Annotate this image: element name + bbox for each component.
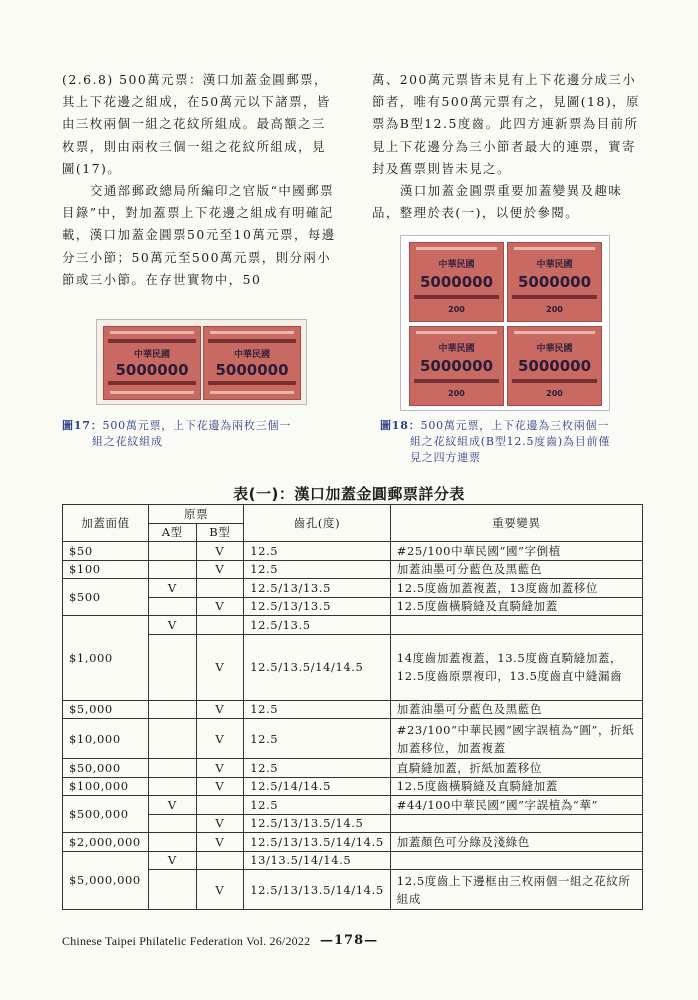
figure-tag: 圖17： bbox=[62, 419, 103, 432]
stamp-image: 中華民國 5000000 200 bbox=[409, 326, 504, 406]
table-row bbox=[63, 851, 643, 870]
cell-face-value: $500 bbox=[63, 579, 149, 616]
cell-face-value: $100 bbox=[63, 560, 149, 579]
table-row bbox=[63, 616, 643, 635]
cell-type-a bbox=[148, 634, 196, 700]
cell-perf: 13/13.5/14/14.5 bbox=[244, 851, 391, 870]
cell-type-a bbox=[148, 833, 196, 852]
cell-variety: 12.5度齒橫騎縫及直騎縫加蓋 bbox=[390, 597, 642, 616]
table-row bbox=[63, 597, 643, 616]
table-title: 表(一)：漢口加蓋金圓郵票詳分表 bbox=[233, 485, 465, 503]
table-row bbox=[63, 579, 643, 598]
cell-perf: 12.5/13/13.5/14.5 bbox=[244, 814, 391, 833]
cell-type-a bbox=[148, 597, 196, 616]
cell-type-b: V bbox=[196, 560, 244, 579]
cell-type-a bbox=[148, 700, 196, 719]
left-text-column bbox=[62, 69, 338, 291]
table-row bbox=[63, 796, 643, 815]
cell-variety bbox=[390, 851, 642, 870]
caption-line: 組之花紋組成 bbox=[92, 435, 163, 448]
cell-face-value: $50 bbox=[63, 542, 149, 561]
cell-variety bbox=[390, 814, 642, 833]
table-row bbox=[63, 833, 643, 852]
cell-type-a bbox=[148, 719, 196, 759]
header-type-a: A型 bbox=[148, 523, 196, 542]
cell-type-b: V bbox=[196, 634, 244, 700]
cell-perf: 12.5 bbox=[244, 700, 391, 719]
cell-face-value: $2,000,000 bbox=[63, 833, 149, 852]
stamp-image: 中華民國 5000000 bbox=[103, 326, 201, 400]
caption-line: 見之四方連票 bbox=[410, 451, 481, 464]
cell-variety: #44/100中華民國“國”字誤植為“華” bbox=[390, 796, 642, 815]
cell-type-b: V bbox=[196, 542, 244, 561]
cell-perf: 12.5/13/13.5 bbox=[244, 597, 391, 616]
cell-variety: 12.5度齒加蓋複蓋，13度齒加蓋移位 bbox=[390, 579, 642, 598]
table-header-row bbox=[63, 505, 643, 524]
header-type-b: B型 bbox=[196, 523, 244, 542]
cell-type-a bbox=[148, 560, 196, 579]
cell-perf: 12.5/13/13.5/14/14.5 bbox=[244, 833, 391, 852]
cell-type-b bbox=[196, 616, 244, 635]
cell-face-value: $1,000 bbox=[63, 616, 149, 701]
cell-type-b: V bbox=[196, 719, 244, 759]
cell-variety: 加蓋油墨可分藍色及黑藍色 bbox=[390, 560, 642, 579]
table-row bbox=[63, 777, 643, 796]
cell-variety: 加蓋油墨可分藍色及黑藍色 bbox=[390, 700, 642, 719]
table-row bbox=[63, 700, 643, 719]
page-number: —178— bbox=[320, 933, 379, 948]
cell-type-b: V bbox=[196, 870, 244, 910]
cell-variety: 14度齒加蓋複蓋，13.5度齒直騎縫加蓋，12.5度齒原票複印，13.5度齒直中縫漏齒 bbox=[390, 634, 642, 700]
cell-perf: 12.5/13/13.5/14/14.5 bbox=[244, 870, 391, 910]
figure-tag: 圖18： bbox=[380, 419, 421, 432]
cell-type-b: V bbox=[196, 700, 244, 719]
paragraph: 交通部郵政總局所編印之官版“中國郵票目錄”中，對加蓋票上下花邊之組成有明確記載，漢口加蓋金圓票50元至10萬元票，每邊分三小節；50萬元至500萬元票，則分兩小節或三小節。在存世實物中，50 bbox=[62, 183, 336, 287]
cell-type-b: V bbox=[196, 777, 244, 796]
cell-type-a bbox=[148, 814, 196, 833]
cell-type-a bbox=[148, 777, 196, 796]
stamp-image: 中華民國 5000000 200 bbox=[507, 242, 602, 322]
cell-face-value: $5,000 bbox=[63, 700, 149, 719]
cell-variety: 12.5度齒橫騎縫及直騎縫加蓋 bbox=[390, 777, 642, 796]
stamp-image: 中華民國 5000000 200 bbox=[507, 326, 602, 406]
publication-footer: Chinese Taipei Philatelic Federation Vol. 26/2022 bbox=[62, 934, 311, 948]
cell-variety bbox=[390, 616, 642, 635]
cell-perf: 12.5 bbox=[244, 759, 391, 778]
figure-17-stamp-pair-image bbox=[96, 319, 307, 405]
cell-perf: 12.5/13.5 bbox=[244, 616, 391, 635]
stamp-detail-table bbox=[62, 504, 643, 910]
cell-perf: 12.5/14/14.5 bbox=[244, 777, 391, 796]
table-row bbox=[63, 719, 643, 759]
cell-variety: 直騎縫加蓋，折紙加蓋移位 bbox=[390, 759, 642, 778]
cell-perf: 12.5 bbox=[244, 796, 391, 815]
cell-type-a bbox=[148, 542, 196, 561]
right-text-column bbox=[372, 69, 648, 224]
figure-18-stamp-block-image bbox=[400, 235, 610, 411]
cell-variety: #23/100“中華民國”國字誤植為“圓”，折紙加蓋移位，加蓋複蓋 bbox=[390, 719, 642, 759]
paragraph: (2.6.8) 500萬元票：漢口加蓋金圓郵票，其上下花邊之組成，在50萬元以下諸票，皆由三枚兩個一組之花紋所組成。最高額之三枚票，則由兩枚三個一組之花紋所組成，見圖(17)。 bbox=[62, 72, 331, 176]
cell-perf: 12.5/13/13.5 bbox=[244, 579, 391, 598]
cell-type-a bbox=[148, 759, 196, 778]
cell-face-value: $50,000 bbox=[63, 759, 149, 778]
cell-type-b bbox=[196, 579, 244, 598]
header-original: 原票 bbox=[148, 505, 243, 524]
cell-face-value: $500,000 bbox=[63, 796, 149, 833]
cell-type-a: V bbox=[148, 616, 196, 635]
cell-face-value: $10,000 bbox=[63, 719, 149, 759]
table-row bbox=[63, 542, 643, 561]
paragraph: 漢口加蓋金圓票重要加蓋變異及趣味品，整理於表(一)，以便於參閱。 bbox=[372, 183, 623, 221]
paragraph: 萬、200萬元票皆未見有上下花邊分成三小節者，唯有500萬元票有之，見圖(18)，原票為B型12.5度齒。此四方連新票為目前所見上下花邊分為三小節者最大的連票，實寄封及舊票則皆未見之。 bbox=[372, 72, 640, 176]
cell-perf: 12.5 bbox=[244, 542, 391, 561]
figure-18-caption bbox=[380, 418, 650, 466]
cell-type-b: V bbox=[196, 597, 244, 616]
table-row bbox=[63, 634, 643, 700]
cell-type-a: V bbox=[148, 579, 196, 598]
caption-line: 組之花紋組成(B型12.5度齒)為目前僅 bbox=[410, 435, 611, 448]
stamp-image: 中華民國 5000000 200 bbox=[409, 242, 504, 322]
header-perf: 齒孔(度) bbox=[244, 505, 391, 542]
cell-perf: 12.5/13.5/14/14.5 bbox=[244, 634, 391, 700]
cell-type-b: V bbox=[196, 759, 244, 778]
caption-line: 500萬元票，上下花邊為兩枚三個一 bbox=[102, 419, 292, 432]
cell-face-value: $100,000 bbox=[63, 777, 149, 796]
cell-type-a: V bbox=[148, 796, 196, 815]
cell-type-a bbox=[148, 870, 196, 910]
cell-perf: 12.5 bbox=[244, 560, 391, 579]
header-variety: 重要變異 bbox=[390, 505, 642, 542]
header-face-value: 加蓋面值 bbox=[63, 505, 149, 542]
table-row bbox=[63, 759, 643, 778]
table-row bbox=[63, 814, 643, 833]
figure-17-caption bbox=[62, 418, 352, 450]
cell-type-b: V bbox=[196, 814, 244, 833]
cell-type-b bbox=[196, 796, 244, 815]
table-row bbox=[63, 560, 643, 579]
stamp-image: 中華民國 5000000 bbox=[203, 326, 301, 400]
cell-perf: 12.5 bbox=[244, 719, 391, 759]
cell-variety: #25/100中華民國“國”字倒植 bbox=[390, 542, 642, 561]
cell-variety: 12.5度齒上下邊框由三枚兩個一組之花紋所組成 bbox=[390, 870, 642, 910]
cell-type-b bbox=[196, 851, 244, 870]
caption-line: 500萬元票，上下花邊為三枚兩個一 bbox=[420, 419, 610, 432]
table-row bbox=[63, 870, 643, 910]
cell-variety: 加蓋顏色可分綠及淺綠色 bbox=[390, 833, 642, 852]
cell-type-a: V bbox=[148, 851, 196, 870]
cell-type-b: V bbox=[196, 833, 244, 852]
cell-face-value: $5,000,000 bbox=[63, 851, 149, 910]
